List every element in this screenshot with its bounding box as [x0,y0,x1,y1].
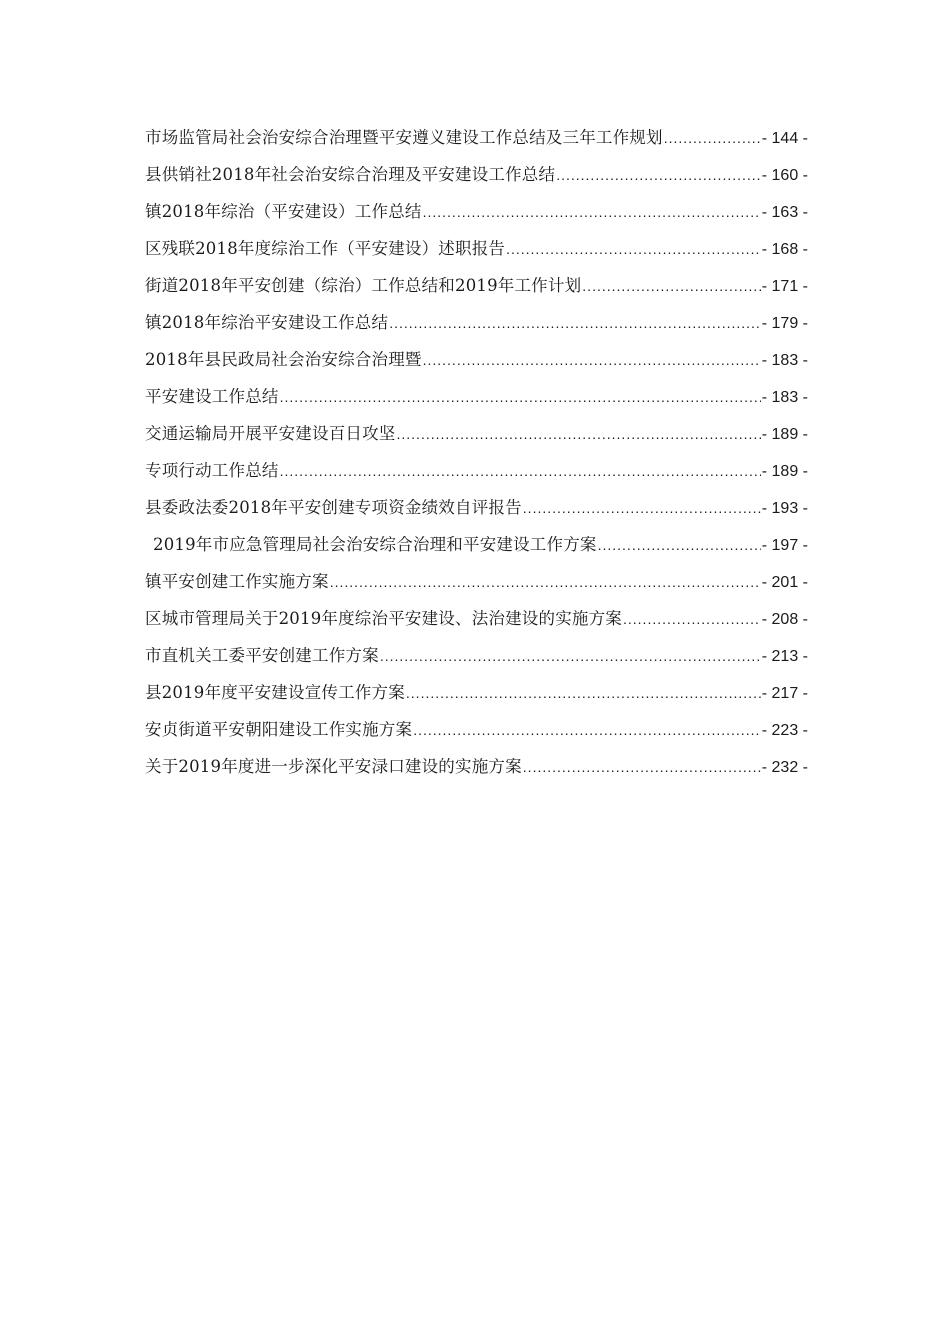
toc-entry[interactable] [145,341,808,378]
toc-dot-leader [413,712,761,748]
toc-page-number: - 208 - [761,611,808,628]
toc-dot-leader [423,194,761,230]
toc-dot-leader [523,749,761,785]
toc-entry[interactable] [145,711,808,748]
toc-entry[interactable] [145,156,808,193]
toc-dot-leader [389,305,761,341]
toc-entry[interactable] [145,267,808,304]
toc-dot-leader [280,379,761,415]
toc-entry-title: 2018年县民政局社会治安综合治理暨 [145,350,422,369]
toc-dot-leader [523,490,761,526]
toc-page-number: - 171 - [761,278,808,295]
toc-entry-title: 市场监管局社会治安综合治理暨平安遵义建设工作总结及三年工作规划 [145,128,663,147]
toc-dot-leader [280,453,761,489]
toc-dot-leader [397,416,761,452]
toc-entry[interactable] [145,600,808,637]
toc-entry[interactable] [145,748,808,785]
toc-page-number: - 183 - [761,389,808,406]
toc-entry[interactable] [145,304,808,341]
toc-entry-title: 安贞街道平安朝阳建设工作实施方案 [145,720,413,739]
toc-entry[interactable] [145,674,808,711]
toc-entry[interactable] [145,452,808,489]
toc-entry-title: 交通运输局开展平安建设百日攻坚 [145,424,396,443]
toc-page-number: - 168 - [761,241,808,258]
toc-entry-title: 街道2018年平安创建（综治）工作总结和2019年工作计划 [145,276,582,295]
toc-entry[interactable] [145,489,808,526]
toc-dot-leader [664,120,761,156]
toc-entry-title: 区城市管理局关于2019年度综治平安建设、法治建设的实施方案 [145,609,622,628]
toc-entry[interactable] [145,378,808,415]
toc-dot-leader [582,268,760,304]
toc-entry[interactable] [145,193,808,230]
toc-entry-title: 平安建设工作总结 [145,387,279,406]
toc-page-number: - 144 - [761,130,808,147]
toc-page-number: - 189 - [761,463,808,480]
toc-entry-title: 县2019年度平安建设宣传工作方案 [145,683,405,702]
toc-dot-leader [598,527,761,563]
toc-dot-leader [380,638,761,674]
toc-entry-title: 专项行动工作总结 [145,461,279,480]
toc-page-number: - 201 - [761,574,808,591]
toc-entry[interactable] [145,563,808,600]
toc-page-number: - 189 - [761,426,808,443]
toc-page-number: - 179 - [761,315,808,332]
toc-page-number: - 213 - [761,648,808,665]
toc-entry-title: 县委政法委2018年平安创建专项资金绩效自评报告 [145,498,522,517]
toc-dot-leader [423,342,761,378]
toc-page-number: - 197 - [761,537,808,554]
toc-dot-leader [330,564,761,600]
toc-entry-title: 市直机关工委平安创建工作方案 [145,646,379,665]
toc-entry-title: 镇2018年综治（平安建设）工作总结 [145,202,422,221]
toc-entry-title: 区残联2018年度综治工作（平安建设）述职报告 [145,239,506,258]
toc-dot-leader [406,675,761,711]
toc-page-number: - 217 - [761,685,808,702]
toc-entry-title: 镇平安创建工作实施方案 [145,572,329,591]
toc-dot-leader [506,231,761,267]
toc-entry[interactable] [145,415,808,452]
toc-page-number: - 163 - [761,204,808,221]
toc-page-number: - 160 - [761,167,808,184]
toc-entry[interactable] [145,637,808,674]
toc-page-number: - 193 - [761,500,808,517]
toc-dot-leader [556,157,761,193]
toc-entry[interactable] [145,119,808,156]
toc-entry-title: 2019年市应急管理局社会治安综合治理和平安建设工作方案 [153,535,597,554]
toc-dot-leader [623,601,761,637]
toc-page-number: - 232 - [761,759,808,776]
table-of-contents [145,119,808,785]
toc-page-number: - 183 - [761,352,808,369]
toc-entry-title: 镇2018年综治平安建设工作总结 [145,313,389,332]
toc-page-number: - 223 - [761,722,808,739]
toc-entry-title: 关于2019年度进一步深化平安渌口建设的实施方案 [145,757,522,776]
toc-entry[interactable] [145,230,808,267]
toc-entry-title: 县供销社2018年社会治安综合治理及平安建设工作总结 [145,165,556,184]
toc-entry[interactable] [145,526,808,563]
